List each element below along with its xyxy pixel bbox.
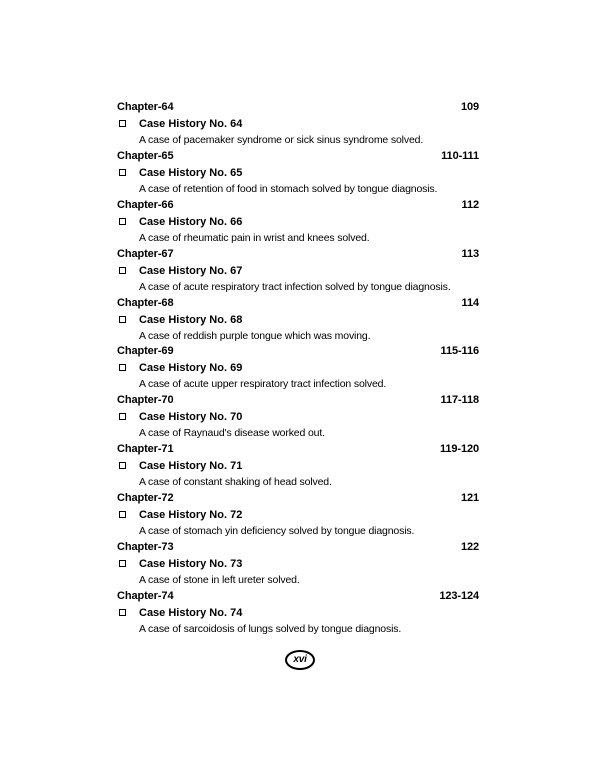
- case-history-label: Case History No. 70: [139, 411, 243, 424]
- chapter-title: Chapter-64: [117, 101, 174, 113]
- checkbox-icon: [119, 462, 126, 469]
- toc-entry: [117, 588, 479, 637]
- toc-entry: [117, 392, 479, 441]
- case-history-label: Case History No. 65: [139, 166, 243, 179]
- case-history-label: Case History No. 74: [139, 606, 243, 619]
- checkbox-icon: [119, 316, 126, 323]
- checkbox-icon: [119, 560, 126, 567]
- toc-entry: [117, 490, 479, 539]
- chapter-row[interactable]: [117, 295, 479, 311]
- checkbox-icon: [119, 120, 126, 127]
- case-history-label: Case History No. 73: [139, 558, 243, 571]
- toc-entry: [117, 539, 479, 588]
- case-description: A case of stomach yin deficiency solved by tongue diagnosis.: [139, 525, 415, 538]
- case-description: A case of constant shaking of head solved.: [139, 476, 332, 489]
- chapter-title: Chapter-70: [117, 394, 174, 407]
- checkbox-icon: [119, 218, 126, 225]
- checkbox-icon: [119, 267, 126, 274]
- chapter-row[interactable]: [117, 588, 479, 604]
- toc-entry: [117, 99, 479, 148]
- chapter-row[interactable]: [117, 343, 479, 359]
- case-description: A case of pacemaker syndrome or sick sinus syndrome solved.: [139, 134, 424, 146]
- case-description: A case of stone in left ureter solved.: [139, 574, 300, 587]
- checkbox-icon: [119, 511, 126, 518]
- page-number-badge: [285, 650, 315, 670]
- checkbox-icon: [119, 413, 126, 420]
- case-history-label: Case History No. 69: [139, 362, 243, 375]
- chapter-pages: 122: [460, 541, 479, 554]
- chapter-title: Chapter-71: [117, 443, 174, 456]
- case-history-label: Case History No. 71: [139, 460, 243, 473]
- chapter-pages: 112: [461, 198, 479, 211]
- checkbox-icon: [119, 609, 126, 616]
- case-history-label: Case History No. 67: [139, 264, 243, 277]
- chapter-title: Chapter-73: [117, 541, 174, 554]
- case-description: A case of retention of food in stomach solved by tongue diagnosis.: [139, 182, 438, 195]
- toc-entry: [117, 148, 479, 197]
- chapter-title: Chapter-65: [117, 149, 174, 162]
- chapter-title: Chapter-67: [117, 247, 174, 260]
- case-description: A case of acute upper respiratory tract infection solved.: [139, 378, 387, 391]
- chapter-pages: 115-116: [440, 345, 479, 358]
- chapter-pages: 109: [460, 101, 479, 113]
- chapter-pages: 114: [461, 296, 479, 309]
- chapter-pages: 110-111: [441, 149, 479, 162]
- chapter-row[interactable]: [117, 539, 479, 555]
- case-history-label: Case History No. 72: [139, 509, 243, 522]
- chapter-row[interactable]: [117, 490, 479, 506]
- case-description: A case of acute respiratory tract infection solved by tongue diagnosis.: [139, 280, 451, 293]
- chapter-pages: 123-124: [439, 589, 479, 602]
- case-history-label: Case History No. 68: [139, 313, 243, 326]
- chapter-title: Chapter-74: [117, 589, 174, 602]
- chapter-row[interactable]: [117, 441, 479, 457]
- chapter-pages: 121: [460, 492, 479, 505]
- case-description: A case of Raynaud's disease worked out.: [139, 427, 325, 440]
- chapter-title: Chapter-69: [117, 345, 174, 358]
- toc-entry: [117, 441, 479, 490]
- case-history-label: Case History No. 66: [139, 215, 243, 228]
- page-number: xvi: [293, 654, 307, 665]
- chapter-row[interactable]: [117, 148, 479, 164]
- toc-entry: [117, 246, 479, 295]
- checkbox-icon: [119, 364, 126, 371]
- case-description: A case of rheumatic pain in wrist and knees solved.: [139, 231, 370, 244]
- case-description: A case of reddish purple tongue which was moving.: [139, 329, 371, 342]
- chapter-pages: 113: [461, 247, 479, 260]
- chapter-row[interactable]: [117, 392, 479, 408]
- toc-entry: [117, 197, 479, 246]
- table-of-contents: [117, 99, 479, 637]
- case-history-label: Case History No. 64: [139, 118, 243, 130]
- chapter-row[interactable]: [117, 246, 479, 262]
- chapter-row[interactable]: [117, 99, 479, 115]
- case-description: A case of sarcoidosis of lungs solved by tongue diagnosis.: [139, 622, 402, 635]
- chapter-pages: 117-118: [440, 394, 479, 407]
- chapter-title: Chapter-66: [117, 198, 174, 211]
- chapter-title: Chapter-68: [117, 296, 174, 309]
- chapter-title: Chapter-72: [117, 492, 174, 505]
- toc-entry: [117, 343, 479, 392]
- checkbox-icon: [119, 169, 126, 176]
- toc-entry: [117, 295, 479, 344]
- chapter-row[interactable]: [117, 197, 479, 213]
- chapter-pages: 119-120: [439, 443, 479, 456]
